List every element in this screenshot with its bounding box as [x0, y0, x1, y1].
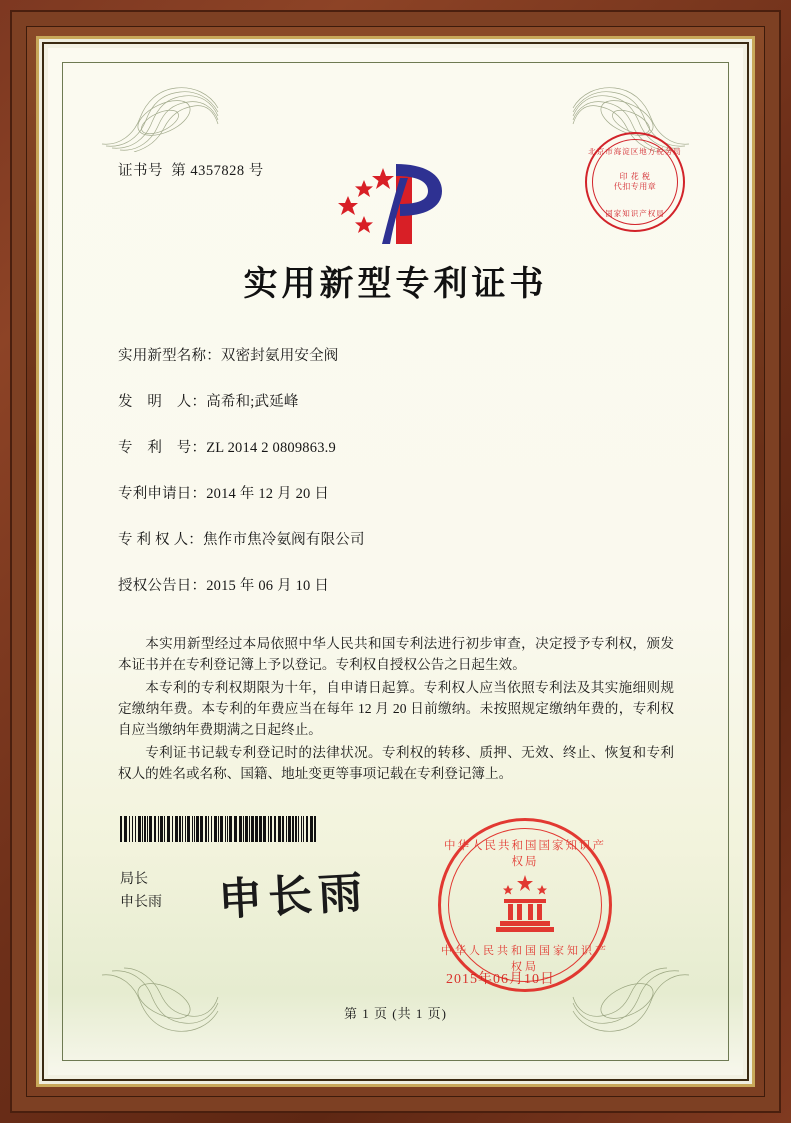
field-label: 专 利 权 人： [118, 532, 203, 548]
field-label: 实用新型名称： [118, 348, 221, 364]
barcode [120, 816, 320, 842]
field-label: 授权公告日： [118, 578, 207, 594]
signature-title-label: 局长 [120, 872, 148, 887]
seal-text-top: 中华人民共和国国家知识产权局 [444, 838, 606, 868]
sipo-logo-icon [338, 158, 458, 246]
national-emblem-icon [490, 873, 560, 937]
tax-stamp-center [587, 172, 683, 192]
tax-stamp-center-line1: 印 花 税 [619, 172, 651, 181]
field-label: 发 明 人： [118, 394, 207, 410]
page-footer: 第 1 页 (共 1 页) [344, 1006, 447, 1021]
seal-text-bottom: 中华人民共和国国家知识产权局 [441, 944, 609, 973]
official-seal [438, 818, 612, 992]
field-patentee [118, 528, 678, 549]
field-label: 专 利 号： [118, 440, 207, 456]
certificate-number-value: 第 4357828 号 [171, 163, 264, 179]
field-list [118, 344, 678, 620]
field-grant-announcement-date [118, 574, 678, 595]
field-value: 焦作市焦冷氨阀有限公司 [202, 532, 365, 548]
field-application-date [118, 482, 678, 503]
field-value: ZL 2014 2 0809863.9 [206, 440, 336, 456]
field-utility-model-name [118, 344, 678, 365]
signature-block [120, 868, 162, 914]
certificate-paper [48, 48, 743, 1075]
tax-stamp [585, 132, 685, 232]
field-inventor [118, 390, 678, 411]
field-value: 2015 年 06 月 10 日 [206, 578, 330, 594]
certificate-content [48, 48, 743, 1075]
tax-stamp-center-line2: 代扣专用章 [613, 182, 657, 191]
certificate-number-label: 证书号 [118, 163, 163, 179]
certificate-number [118, 159, 264, 180]
tax-stamp-arc-bottom: 国家知识产权局 [605, 209, 665, 218]
legal-paragraph: 本专利的专利权期限为十年，自申请日起算。专利权人应当依照专利法及其实施细则规定缴纳年费。本专利的年费应当在每年 12 月 20 日前缴纳。未按照规定缴纳年费的，专利权自应当缴纳年费期满之日起终止。 [118, 680, 674, 737]
handwritten-signature: 申长雨 [217, 867, 370, 926]
seal-date: 2015年06月10日 [446, 972, 555, 987]
legal-paragraph: 专利证书记载专利登记时的法律状况。专利权的转移、质押、无效、终止、恢复和专利权人的姓名或名称、国籍、地址变更等事项记载在专利登记簿上。 [118, 745, 674, 781]
field-value: 高希和;武延峰 [206, 394, 299, 410]
field-label: 专利申请日： [118, 486, 207, 502]
tax-stamp-arc-top: 北京市海淀区地方税务局 [588, 147, 682, 156]
signature-name: 申长雨 [120, 895, 162, 910]
legal-text [118, 633, 674, 786]
page-title: 实用新型专利证书 [243, 264, 548, 304]
field-value: 双密封氨用安全阀 [220, 348, 339, 364]
field-value: 2014 年 12 月 20 日 [206, 486, 330, 502]
field-patent-number [118, 436, 678, 457]
legal-paragraph: 本实用新型经过本局依照中华人民共和国专利法进行初步审查，决定授予专利权，颁发本证书并在专利登记簿上予以登记。专利权自授权公告之日起生效。 [118, 636, 674, 672]
